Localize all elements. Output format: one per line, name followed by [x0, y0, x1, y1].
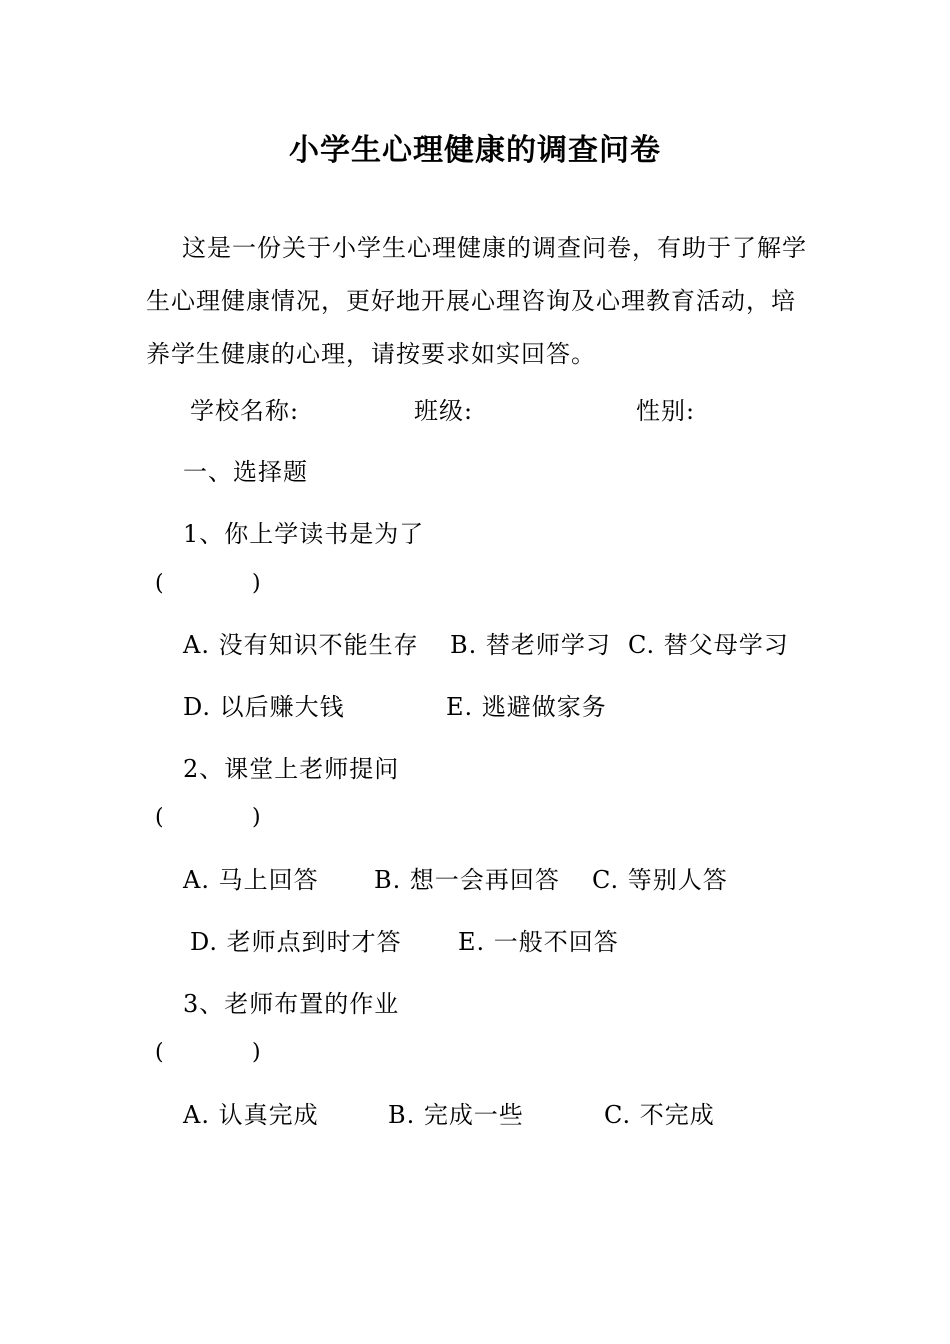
question-2-option-e: E. 一般不回答 [458, 928, 619, 956]
question-3-answer-open: ( [155, 1040, 164, 1065]
section-heading: 一、选择题 [183, 458, 308, 486]
question-1-option-d: D. 以后赚大钱 [183, 693, 345, 721]
question-2-text: 2、课堂上老师提问 [183, 755, 400, 783]
gender-label: 性别: [636, 397, 696, 425]
class-label: 班级: [414, 397, 474, 425]
question-1-answer-close: ) [252, 571, 261, 596]
question-1-option-a: A. 没有知识不能生存 [183, 631, 419, 659]
question-1-text: 1、你上学读书是为了 [183, 520, 425, 548]
page-title: 小学生心理健康的调查问卷 [289, 133, 661, 168]
question-3-option-b: B. 完成一些 [388, 1101, 524, 1129]
question-3-answer-close: ) [252, 1040, 261, 1065]
question-1-option-b: B. 替老师学习 [450, 631, 611, 659]
question-2-option-d: D. 老师点到时才答 [190, 928, 402, 956]
question-1-option-c: C. 替父母学习 [628, 631, 789, 659]
intro-paragraph: 这是一份关于小学生心理健康的调查问卷，有助于了解学生心理健康情况，更好地开展心理咨询及心理教育活动，培养学生健康的心理，请按要求如实回答。 [146, 234, 807, 368]
question-2-answer-close: ) [252, 805, 261, 830]
question-3-text: 3、老师布置的作业 [183, 990, 400, 1018]
school-name-label: 学校名称: [190, 397, 300, 425]
question-2-option-c: C. 等别人答 [592, 866, 728, 894]
question-1-option-e: E. 逃避做家务 [446, 693, 607, 721]
question-2-option-a: A. 马上回答 [183, 866, 319, 894]
question-2-answer-open: ( [155, 805, 164, 830]
question-3-option-c: C. 不完成 [604, 1101, 715, 1129]
question-2-option-b: B. 想一会再回答 [374, 866, 560, 894]
question-3-option-a: A. 认真完成 [183, 1101, 319, 1129]
question-1-answer-open: ( [155, 571, 164, 596]
